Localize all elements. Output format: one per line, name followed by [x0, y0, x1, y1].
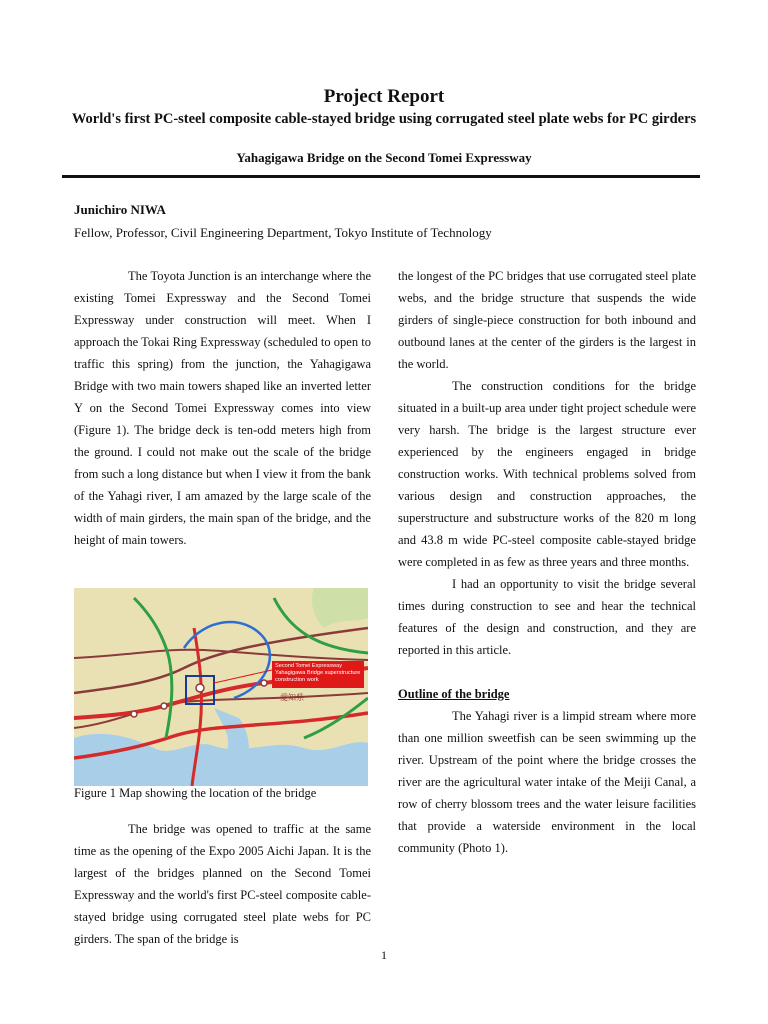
paragraph: The Toyota Junction is an interchange where the existing Tomei Expressway and the Second Tomei Expressway under construction will meet. When I approach the Tokai Ring Expressway (scheduled to open to traffic this spring) from the junction, the Yahagigawa Bridge with two main towers shaped like an inverted letter Y on the Second Tomei Expressway comes into view (Figure 1). The bridge deck is ten-odd meters high from the ground. I could not make out the scale of the bridge from such a long distance but when I view it from the bank of the Yahagi river, I am amazed by the large scale of the width of main girders, the main span of the bridge, and the height of main towers. — [74, 269, 371, 547]
paragraph: The Yahagi river is a limpid stream where more than one million sweetfish can be seen swimming up the river. Upstream of the point where the bridge crosses the river are the agricultural water intake of the Meiji Canal, a row of cherry blossom trees and the water leisure facilities that provide a waterside environment in the local community (Photo 1). — [398, 709, 696, 855]
prefecture-label: 愛知県 — [280, 693, 304, 702]
left-column-bottom — [74, 818, 371, 950]
bridge-callout: Second Tomei Expressway Yahagigawa Bridge superstructure construction work — [272, 661, 364, 688]
report-subheading: Yahagigawa Bridge on the Second Tomei Expressway — [236, 150, 532, 165]
figure-caption: Figure 1 Map showing the location of the bridge — [74, 786, 317, 800]
page-number: 1 — [381, 948, 387, 962]
paragraph: I had an opportunity to visit the bridge several times during construction to see and hear the technical features of the design and construction, and they are reported in this article. — [398, 577, 696, 657]
author-affiliation: Fellow, Professor, Civil Engineering Department, Tokyo Institute of Technology — [74, 225, 492, 240]
paragraph: The bridge was opened to traffic at the same time as the opening of the Expo 2005 Aichi Japan. It is the largest of the bridges planned on the Second Tomei Expressway and the world's first PC-steel composite cable-stayed bridge using corrugated steel plate webs for PC girders. The span of the bridge is — [74, 822, 371, 946]
paragraph: The construction conditions for the bridge situated in a built-up area under tight project schedule were very harsh. The bridge is the largest structure ever experienced by the engineers engaged in bridge construction works. With technical problems solved from various design and construction approaches, the superstructure and substructure works of the 820 m long and 43.8 m wide PC-steel composite cable-stayed bridge were completed in as few as three years and three months. — [398, 379, 696, 569]
author-name: Junichiro NIWA — [74, 202, 166, 217]
title-divider — [62, 175, 700, 178]
section-heading: Outline of the bridge — [398, 687, 510, 701]
report-subtitle: World's first PC-steel composite cable-stayed bridge using corrugated steel plate webs for PC girders — [71, 111, 697, 127]
paragraph: the longest of the PC bridges that use corrugated steel plate webs, and the bridge structure that suspends the wide girders of single-piece construction for both inbound and outbound lanes at the center of the girders is the largest in the world. — [398, 269, 696, 371]
right-column — [398, 265, 696, 859]
page-title: Project Report — [323, 86, 445, 107]
left-column-top — [74, 265, 371, 551]
